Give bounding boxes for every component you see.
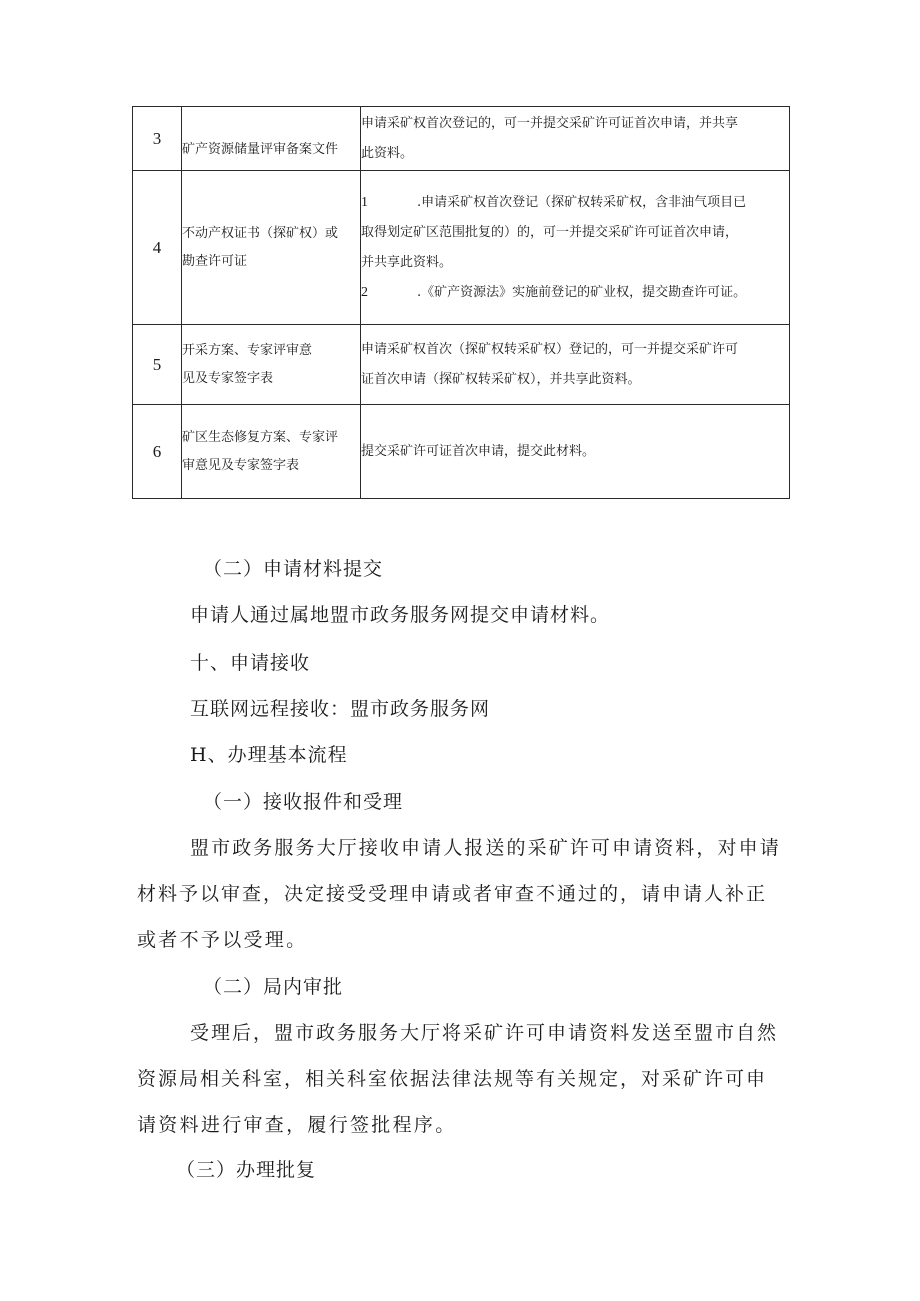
paragraph: 互联网远程接收：盟市政务服务网 bbox=[190, 698, 491, 720]
material-description bbox=[361, 325, 790, 405]
item-index: 2 bbox=[361, 284, 368, 300]
description-item bbox=[361, 188, 789, 218]
paragraph-line: 或者不予以受理。 bbox=[137, 929, 308, 951]
material-name bbox=[182, 107, 361, 171]
material-name bbox=[182, 405, 361, 499]
description-line: 并共享此资料。 bbox=[361, 254, 453, 270]
material-name bbox=[182, 171, 361, 325]
row-number: 3 bbox=[133, 107, 182, 171]
table-row bbox=[133, 171, 790, 325]
material-description bbox=[361, 405, 790, 499]
material-name bbox=[182, 325, 361, 405]
subsection-heading: （二）局内审批 bbox=[203, 976, 344, 998]
material-name-line: 审意见及专家签字表 bbox=[182, 457, 300, 473]
paragraph-line: 盟市政务服务大厅接收申请人报送的采矿许可申请资料，对申请 bbox=[190, 837, 781, 859]
material-name-line: 见及专家签字表 bbox=[182, 370, 274, 386]
section-heading: （二）申请材料提交 bbox=[203, 558, 384, 580]
paragraph-line: 请资料进行审查，履行签批程序。 bbox=[137, 1114, 457, 1136]
materials-table bbox=[132, 106, 790, 499]
table-row bbox=[133, 107, 790, 171]
material-name-line: 矿区生态修复方案、专家评 bbox=[182, 429, 339, 445]
paragraph: 申请人通过属地盟市政务服务网提交申请材料。 bbox=[190, 604, 611, 626]
table-row bbox=[133, 325, 790, 405]
row-number: 6 bbox=[133, 405, 182, 499]
subsection-heading: （三）办理批复 bbox=[176, 1159, 317, 1181]
description-line: 申请采矿权首次登记的，可一并提交采矿许可证首次申请，并共享 bbox=[361, 115, 739, 131]
row-number: 5 bbox=[133, 325, 182, 405]
material-name-line: 开采方案、专家评审意 bbox=[182, 342, 313, 358]
description-line: 提交采矿许可证首次申请，提交此材料。 bbox=[361, 443, 596, 459]
material-description bbox=[361, 107, 790, 171]
paragraph-line: 受理后，盟市政务服务大厅将采矿许可申请资料发送至盟市自然 bbox=[190, 1022, 779, 1044]
section-heading: 十、申请接收 bbox=[190, 652, 311, 674]
material-name-line: 勘查许可证 bbox=[182, 253, 248, 269]
subsection-heading: （一）接收报件和受理 bbox=[203, 791, 404, 813]
description-line: 取得划定矿区范围批复的）的，可一并提交采矿许可证首次申请， bbox=[361, 224, 739, 240]
description-line: 证首次申请（探矿权转采矿权），并共享此资料。 bbox=[361, 371, 641, 387]
section-heading: H、办理基本流程 bbox=[190, 744, 348, 766]
item-index: 1 bbox=[361, 194, 368, 210]
paragraph-line: 材料予以审查，决定接受受理申请或者审查不通过的，请申请人补正 bbox=[137, 883, 768, 905]
material-description bbox=[361, 171, 790, 325]
material-name-line: 不动产权证书（探矿权）或 bbox=[182, 225, 339, 241]
description-line: 申请采矿权首次（探矿权转采矿权）登记的，可一并提交采矿许可 bbox=[361, 341, 739, 357]
material-name-line: 矿产资源储量评审备案文件 bbox=[182, 141, 339, 157]
description-line: .《矿产资源法》实施前登记的矿业权，提交勘查许可证。 bbox=[417, 284, 747, 300]
paragraph-line: 资源局相关科室，相关科室依据法律法规等有关规定，对采矿许可申 bbox=[137, 1068, 768, 1090]
description-item bbox=[361, 278, 789, 308]
description-line: 此资料。 bbox=[361, 145, 414, 161]
row-number: 4 bbox=[133, 171, 182, 325]
table-row bbox=[133, 405, 790, 499]
description-line: .申请采矿权首次登记（探矿权转采矿权，含非油气项目已 bbox=[417, 194, 747, 210]
